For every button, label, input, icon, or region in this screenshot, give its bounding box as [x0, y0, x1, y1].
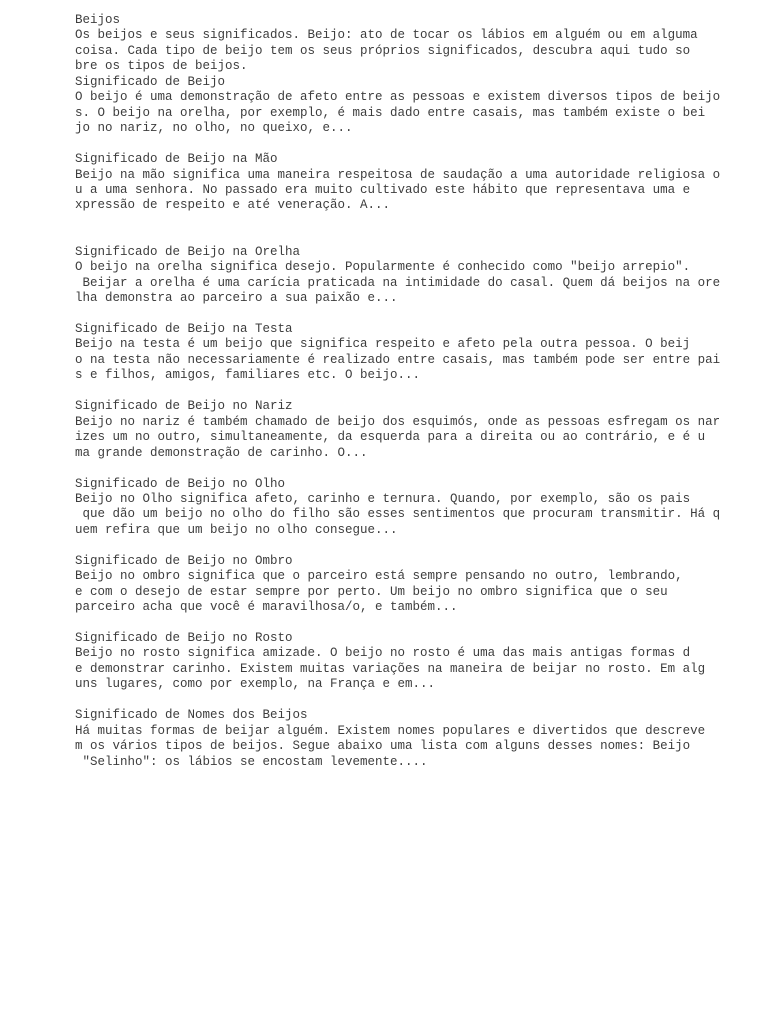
text-line: o na testa não necessariamente é realizado entre casais, mas também pode ser entre pai [75, 352, 721, 367]
section-heading-line: Significado de Beijo na Testa [75, 322, 293, 336]
text-line: xpressão de respeito e até veneração. A... [75, 198, 391, 213]
section-heading-line: Significado de Beijo na Orelha [75, 244, 301, 259]
blank-line [75, 384, 720, 399]
blank-line [75, 461, 720, 476]
text-line: ma grande demonstração de carinho. O... [75, 445, 368, 460]
text-line: que dão um beijo no olho do filho são esses sentimentos que procuram transmitir. Há q [75, 507, 721, 522]
blank-line [75, 538, 720, 553]
text-line: Beijo no nariz é também chamado de beijo dos esquimós, onde as pessoas esfregam os nar [75, 414, 721, 429]
text-line: Beijo na mão significa uma maneira respeitosa de saudação a uma autoridade religiosa o [75, 167, 721, 182]
text-line: O beijo na orelha significa desejo. Popularmente é conhecido como "beijo arrepio". [75, 260, 691, 275]
text-line: parceiro acha que você é maravilhosa/o, e também... [75, 600, 458, 615]
text-line: m os vários tipos de beijos. Segue abaixo uma lista com alguns desses nomes: Beijo [75, 739, 691, 754]
text-line: bre os tipos de beijos. [75, 59, 248, 74]
blank-line [75, 229, 720, 244]
document-text [75, 13, 720, 770]
text-line: Beijo na testa é um beijo que significa respeito e afeto pela outra pessoa. O beij [75, 337, 691, 352]
section-heading-line: Significado de Beijo no Nariz [75, 399, 293, 414]
section-heading-line: Significado de Beijo no Rosto [75, 631, 293, 645]
blank-line [75, 137, 720, 152]
blank-line [75, 214, 720, 229]
text-line: s. O beijo na orelha, por exemplo, é mais dado entre casais, mas também existe o bei [75, 105, 706, 120]
text-line: u a uma senhora. No passado era muito cultivado este hábito que representava uma e [75, 182, 691, 197]
text-line: uns lugares, como por exemplo, na França e em... [75, 677, 436, 692]
text-line: Beijo no rosto significa amizade. O beijo no rosto é uma das mais antigas formas d [75, 646, 691, 661]
text-line: uem refira que um beijo no olho consegue... [75, 522, 398, 537]
section-heading-line: Significado de Beijo na Mão [75, 152, 278, 167]
text-line: O beijo é uma demonstração de afeto entre as pessoas e existem diversos tipos de beijo [75, 90, 721, 105]
section-heading-line: Significado de Beijo no Ombro [75, 553, 293, 568]
section-heading-line: Significado de Beijo no Olho [75, 476, 286, 491]
text-line: Os beijos e seus significados. Beijo: ato de tocar os lábios em alguém ou em alguma [75, 28, 698, 43]
text-line: e com o desejo de estar sempre por perto. Um beijo no ombro significa que o seu [75, 584, 668, 599]
text-line: "Selinho": os lábios se encostam levemente.... [75, 754, 428, 769]
text-line: Beijo no ombro significa que o parceiro está sempre pensando no outro, lembrando, [75, 569, 683, 584]
text-line: jo no nariz, no olho, no queixo, e... [75, 121, 353, 136]
text-line: Significado de Beijo [75, 74, 226, 89]
text-line: e demonstrar carinho. Existem muitas variações na maneira de beijar no rosto. Em alg [75, 661, 706, 676]
text-line: izes um no outro, simultaneamente, da esquerda para a direita ou ao contrário, e é u [75, 430, 706, 445]
text-line: Beijo no Olho significa afeto, carinho e ternura. Quando, por exemplo, são os pais [75, 491, 691, 506]
blank-line [75, 307, 720, 322]
text-line: s e filhos, amigos, familiares etc. O beijo... [75, 368, 421, 383]
section-heading-line: Significado de Nomes dos Beijos [75, 708, 308, 723]
text-line: Há muitas formas de beijar alguém. Existem nomes populares e divertidos que descreve [75, 723, 706, 738]
blank-line [75, 693, 720, 708]
text-line: Beijar a orelha é uma carícia praticada na intimidade do casal. Quem dá beijos na ore [75, 275, 721, 290]
text-line: lha demonstra ao parceiro a sua paixão e... [75, 291, 398, 306]
section-heading-line: Beijos [75, 13, 121, 27]
blank-line [75, 616, 720, 631]
text-line: coisa. Cada tipo de beijo tem os seus próprios significados, descubra aqui tudo so [75, 43, 691, 58]
